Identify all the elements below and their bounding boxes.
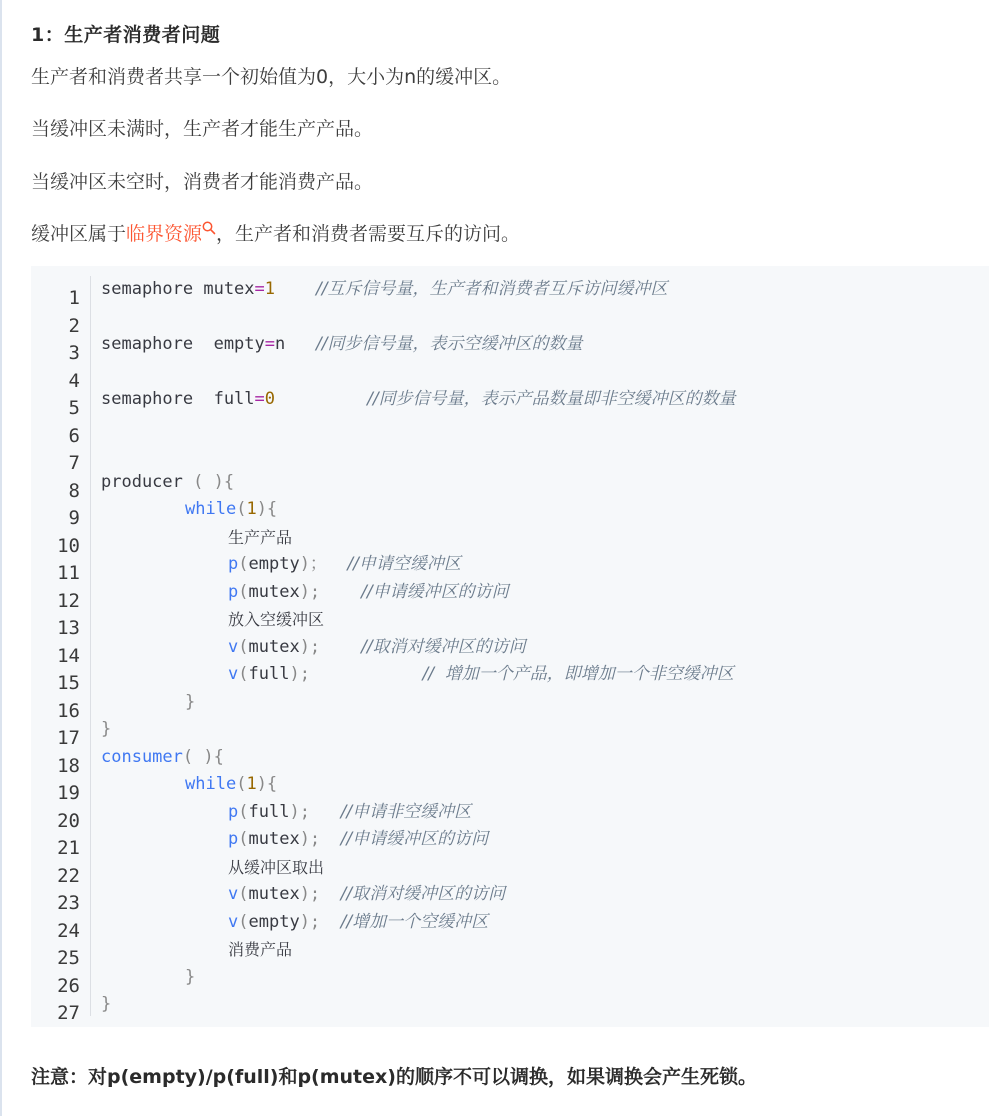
code-punctuation: (: [238, 884, 249, 904]
code-block: [31, 266, 989, 1027]
code-function: v: [228, 636, 239, 657]
code-punctuation: (: [238, 911, 249, 932]
line-number: 11: [57, 562, 80, 584]
code-punctuation: }: [101, 994, 112, 1014]
code-comment: //申请空缓冲区: [347, 554, 461, 574]
code-function: p: [228, 581, 239, 602]
code-punctuation: ){: [256, 774, 278, 794]
code-operator: =: [254, 389, 265, 409]
line-number: 25: [57, 947, 80, 969]
line-number: 13: [57, 617, 80, 639]
code-punctuation: ){: [256, 499, 278, 519]
line-number: 21: [57, 837, 80, 859]
code-line-5: [101, 386, 736, 414]
code-comment: //取消对缓冲区的访问: [361, 636, 526, 657]
line-number: 3: [68, 342, 80, 364]
line-number: 10: [57, 534, 80, 557]
code-number: 0: [264, 389, 276, 409]
line-number: 24: [57, 919, 80, 942]
code-text: mutex: [248, 636, 300, 657]
code-space: [285, 334, 316, 354]
code-comment: //申请缓冲区的访问: [340, 829, 489, 849]
code-function: v: [228, 664, 239, 684]
code-line-26: [185, 964, 195, 992]
line-number: 16: [57, 699, 80, 722]
code-number: 1: [264, 279, 276, 299]
code-punctuation: (: [238, 801, 249, 822]
code-space: [320, 829, 340, 849]
code-punctuation: }: [185, 691, 196, 712]
code-line-20: [228, 799, 471, 827]
code-function: p: [228, 829, 239, 849]
code-punctuation: (: [238, 664, 249, 684]
code-comment: // 增加一个产品，即增加一个非空缓冲区: [422, 664, 734, 684]
code-text: 放入空缓冲区: [228, 610, 325, 629]
code-punctuation: );: [289, 664, 310, 684]
code-line-1: [101, 276, 667, 304]
code-comment: //同步信号量，表示产品数量即非空缓冲区的数量: [367, 389, 736, 409]
code-line-17: [101, 716, 111, 744]
code-line-16: [185, 689, 195, 717]
line-number: 26: [57, 974, 80, 997]
code-punctuation: ( ){: [182, 471, 235, 492]
code-line-3: [101, 331, 582, 359]
code-text: 消费产品: [228, 940, 293, 959]
code-punctuation: );: [299, 581, 321, 602]
code-space: [320, 637, 361, 657]
code-line-10: [228, 524, 292, 552]
code-punctuation: (: [238, 636, 249, 657]
line-number: 6: [68, 424, 80, 447]
code-line-14: [228, 634, 526, 662]
critical-resource-link-text[interactable]: 临界资源: [126, 223, 203, 245]
line-number: 7: [68, 452, 80, 474]
code-punctuation: (: [238, 829, 249, 849]
code-line-21: [228, 826, 488, 854]
code-space: [275, 279, 316, 299]
code-comment: //申请缓冲区的访问: [361, 581, 509, 602]
code-text: mutex: [248, 581, 300, 602]
code-comment: //互斥信号量，生产者和消费者互斥访问缓冲区: [315, 279, 668, 299]
code-space: [310, 802, 341, 822]
paragraph-4: [31, 219, 520, 246]
code-text: empty: [248, 911, 300, 932]
code-text: semaphore empty: [101, 334, 265, 354]
code-text: producer: [101, 471, 183, 492]
line-number: 22: [57, 864, 80, 887]
code-space: [320, 884, 340, 904]
paragraph-1: 生产者和消费者共享一个初始值为0，大小为n的缓冲区。: [31, 66, 512, 88]
code-text: 生产产品: [228, 527, 293, 547]
code-line-15: [228, 661, 734, 689]
search-icon[interactable]: [202, 221, 216, 235]
code-text: empty: [248, 554, 300, 574]
code-text: full: [248, 801, 290, 822]
code-space: [310, 664, 423, 684]
code-punctuation: (: [238, 554, 249, 574]
code-line-22: [228, 854, 324, 882]
code-space: [320, 912, 340, 932]
line-number: 15: [57, 672, 80, 694]
line-number: 19: [57, 782, 80, 804]
line-number: 1: [68, 287, 80, 309]
code-punctuation: );: [299, 884, 321, 904]
code-space: [275, 389, 367, 409]
code-punctuation: )；: [299, 554, 327, 574]
code-text: semaphore mutex: [101, 279, 255, 299]
code-keyword: while: [185, 774, 237, 794]
line-number: 27: [57, 1002, 80, 1024]
line-number: 12: [57, 589, 80, 612]
code-number: 1: [246, 499, 257, 519]
code-line-12: [228, 579, 509, 607]
code-text: 从缓冲区取出: [228, 857, 325, 877]
line-number: 9: [68, 507, 80, 529]
code-line-8: [101, 469, 234, 497]
code-punctuation: (: [236, 499, 247, 519]
code-number: 1: [246, 774, 257, 794]
line-number: 17: [57, 727, 80, 749]
line-number: 18: [57, 754, 80, 777]
code-function: v: [228, 884, 239, 904]
code-punctuation: );: [289, 801, 310, 822]
code-keyword: consumer: [101, 746, 183, 767]
line-number: 4: [68, 369, 80, 392]
code-punctuation: );: [299, 636, 321, 657]
code-comment: //增加一个空缓冲区: [340, 911, 489, 932]
code-function: p: [228, 554, 239, 574]
code-line-9: [185, 496, 277, 524]
code-line-23: [228, 881, 505, 909]
line-number: 23: [57, 892, 80, 914]
code-function: p: [228, 801, 239, 822]
code-punctuation: ( ){: [182, 746, 224, 767]
line-number-gutter: [31, 276, 91, 1024]
critical-resource-link[interactable]: [126, 223, 216, 245]
code-text: full: [248, 664, 290, 684]
code-function: v: [228, 911, 239, 932]
paragraph-3: 当缓冲区未空时，消费者才能消费产品。: [31, 171, 374, 193]
code-comment: //取消对缓冲区的访问: [340, 884, 506, 904]
code-punctuation: );: [299, 829, 321, 849]
code-line-11: [228, 551, 461, 579]
code-punctuation: }: [101, 719, 112, 739]
code-line-19: [185, 771, 277, 799]
line-number: 20: [57, 809, 80, 832]
code-operator: =: [254, 279, 265, 299]
code-text: mutex: [248, 829, 300, 849]
left-border: [0, 0, 2, 1116]
code-text: mutex: [248, 884, 300, 904]
line-number: 14: [57, 644, 80, 667]
code-punctuation: }: [185, 966, 196, 987]
code-comment: //申请非空缓冲区: [340, 801, 472, 822]
code-text: n: [275, 334, 286, 354]
code-keyword: while: [185, 499, 237, 519]
section-heading: 1：生产者消费者问题: [31, 24, 221, 46]
code-comment: //同步信号量，表示空缓冲区的数量: [315, 334, 583, 354]
code-text: semaphore full: [101, 389, 255, 409]
code-space: [327, 554, 347, 574]
line-number: 2: [68, 314, 80, 337]
warning-note: 注意：对p(empty)/p(full)和p(mutex)的顺序不可以调换，如果调换会产生死锁。: [31, 1066, 757, 1088]
code-punctuation: (: [238, 581, 249, 602]
code-line-18: [101, 744, 224, 772]
code-space: [320, 582, 361, 602]
code-punctuation: );: [299, 911, 321, 932]
code-line-13: [228, 606, 324, 634]
code-line-25: [228, 936, 292, 964]
code-line-24: [228, 909, 488, 937]
code-operator: =: [264, 334, 276, 354]
code-line-27: [101, 991, 111, 1019]
paragraph-4-after: ，生产者和消费者需要互斥的访问。: [216, 223, 521, 245]
paragraph-2: 当缓冲区未满时，生产者才能生产产品。: [31, 118, 374, 140]
line-number: 8: [68, 479, 80, 502]
code-punctuation: (: [236, 774, 247, 794]
line-number: 5: [68, 397, 80, 419]
paragraph-4-before: 缓冲区属于: [31, 223, 127, 245]
